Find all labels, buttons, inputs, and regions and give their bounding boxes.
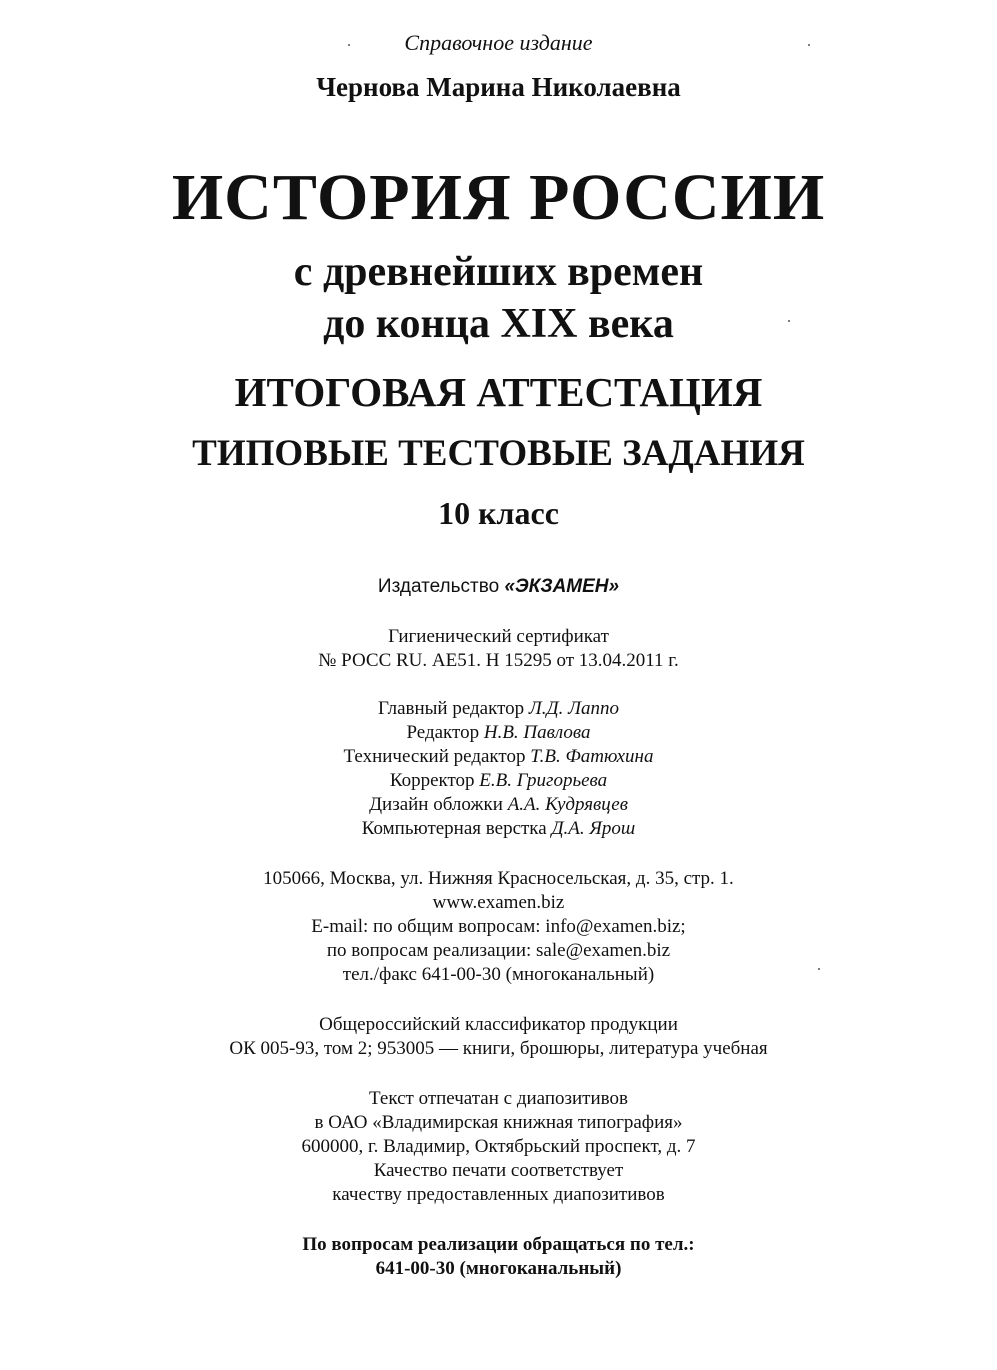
author-name: Чернова Марина Николаевна [316, 72, 681, 102]
credit-line [0, 746, 997, 768]
contact-email-sales: по вопросам реализации: sale@examen.biz [326, 940, 671, 961]
sales-contact-line2: 641-00-30 (многоканальный) [375, 1258, 622, 1279]
credit-line [0, 770, 997, 792]
book-subtitle-line2: до конца XIX века [323, 301, 674, 347]
series-label: Справочное издание [404, 30, 593, 55]
credit-role: Редактор [406, 722, 484, 743]
contact-address: 105066, Москва, ул. Нижняя Красносельская, д. 35, стр. 1. [263, 868, 734, 889]
contact-email-general: E-mail: по общим вопросам: info@examen.biz; [311, 916, 686, 937]
credit-person: А.А. Кудрявцев [507, 794, 628, 815]
test-tasks-heading: ТИПОВЫЕ ТЕСТОВЫЕ ЗАДАНИЯ [192, 433, 805, 474]
book-title: ИСТОРИЯ РОССИИ [171, 161, 826, 234]
credit-line [0, 818, 997, 840]
scan-speck [788, 320, 790, 322]
credit-line [0, 794, 997, 816]
grade-label: 10 класс [438, 495, 559, 531]
contact-phone: тел./факс 641-00-30 (многоканальный) [342, 964, 655, 985]
credit-role: Корректор [389, 770, 480, 791]
classifier-line2: ОК 005-93, том 2; 953005 — книги, брошюры, литература учебная [229, 1038, 768, 1059]
credit-person: Е.В. Григорьева [479, 770, 608, 791]
credit-role: Дизайн обложки [369, 794, 508, 815]
credit-role: Главный редактор [378, 698, 529, 719]
publisher-line [0, 576, 997, 598]
credit-person: Т.В. Фатюхина [530, 746, 654, 767]
publisher-name: «ЭКЗАМЕН» [504, 576, 620, 597]
book-subtitle-line1: с древнейших времен [293, 249, 704, 295]
classifier-line1: Общероссийский классификатор продукции [319, 1014, 678, 1035]
credit-line [0, 698, 997, 720]
scan-speck [818, 968, 820, 970]
credit-person: Л.Д. Лаппо [528, 698, 619, 719]
printing-line2: в ОАО «Владимирская книжная типография» [314, 1112, 683, 1133]
printing-line3: 600000, г. Владимир, Октябрьский проспект, д. 7 [301, 1136, 696, 1157]
certificate-line2: № РОСС RU. АЕ51. Н 15295 от 13.04.2011 г. [318, 650, 679, 671]
attestation-heading: ИТОГОВАЯ АТТЕСТАЦИЯ [234, 369, 763, 415]
printing-line4: Качество печати соответствует [373, 1160, 624, 1181]
contact-website: www.examen.biz [432, 892, 565, 913]
credit-role: Компьютерная верстка [361, 818, 552, 839]
credit-line [0, 722, 997, 744]
credit-person: Д.А. Ярош [551, 818, 636, 839]
credit-role: Технический редактор [343, 746, 531, 767]
scan-speck [348, 44, 350, 46]
printing-line5: качеству предоставленных диапозитивов [332, 1184, 665, 1205]
credit-person: Н.В. Павлова [483, 722, 591, 743]
sales-contact-line1: По вопросам реализации обращаться по тел.: [302, 1234, 695, 1255]
certificate-line1: Гигиенический сертификат [388, 626, 609, 647]
printing-line1: Текст отпечатан с диапозитивов [369, 1088, 628, 1109]
scan-speck [808, 44, 810, 46]
publisher-prefix: Издательство [377, 576, 505, 597]
